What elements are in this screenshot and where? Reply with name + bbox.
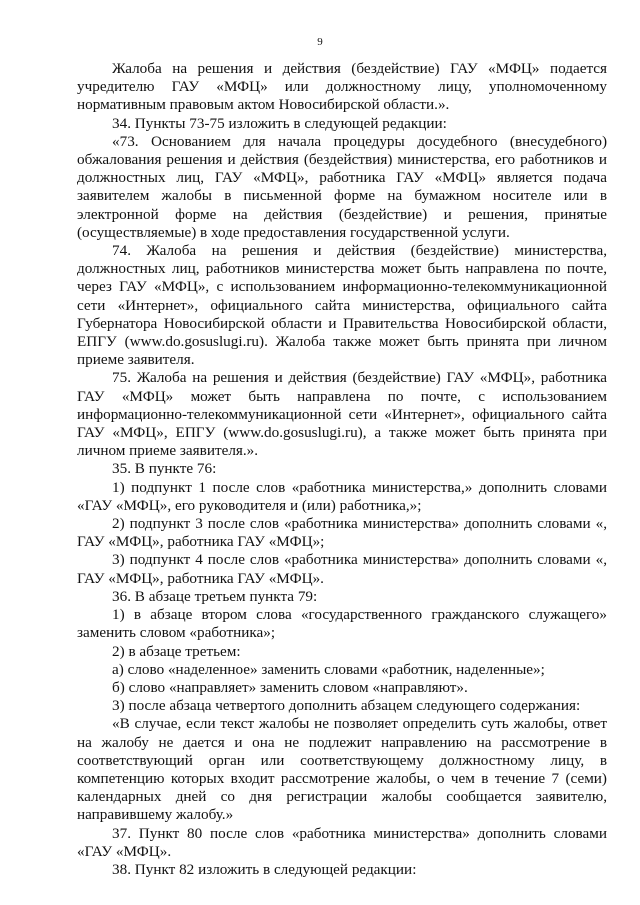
paragraph-item-36: 36. В абзаце третьем пункта 79: <box>112 587 318 605</box>
paragraph-item-36-sub-1: 1) в абзаце втором слова «государственного гражданского служащего» заменить словом «работника»; <box>77 606 607 642</box>
paragraph-item-36-sub-2b: б) слово «направляет» заменить словом «направляют». <box>112 678 468 696</box>
paragraph-item-37: 37. Пункт 80 после слов «работника министерства» дополнить словами «ГАУ «МФЦ». <box>77 824 607 860</box>
paragraph-item-36-sub-2: 2) в абзаце третьем: <box>112 642 241 660</box>
paragraph-item-35-sub-3: 3) подпункт 4 после слов «работника министерства» дополнить словами «, ГАУ «МФЦ», работника ГАУ «МФЦ». <box>77 551 607 587</box>
paragraph-point-75: 75. Жалоба на решения и действия (бездействие) ГАУ «МФЦ», работника ГАУ «МФЦ» может быть направлена по почте, с использованием информационно-телекоммуникационной сети «Интернет», официального сайта ГАУ «МФЦ», ЕПГУ (www.do.gosuslugi.ru), а также может быть принята при личном приеме заявителя.». <box>77 369 607 460</box>
document-body <box>77 60 607 879</box>
paragraph-complaint-mfc-founder: Жалоба на решения и действия (бездействие) ГАУ «МФЦ» подается учредителю ГАУ «МФЦ» или должностному лицу, уполномоченному нормативным правовым актом Новосибирской области.». <box>77 60 607 114</box>
paragraph-point-74: 74. Жалоба на решения и действия (бездействие) министерства, должностных лиц, работников министерства может быть направлена по почте, через ГАУ «МФЦ», с использованием информационно-телекоммуникационной сети «Интернет», официального сайта министерства, официального сайта Губернатора Новосибирской области и Правительства Новосибирской области, ЕПГУ (www.do.gosuslugi.ru). Жалоба также может быть принята при личном приеме заявителя. <box>77 242 607 369</box>
paragraph-item-36-sub-2a: а) слово «наделенное» заменить словами «работник, наделенные»; <box>112 660 545 678</box>
paragraph-point-73: «73. Основанием для начала процедуры досудебного (внесудебного) обжалования решения и действия (бездействия) министерства, его работников и должностных лиц, ГАУ «МФЦ», работника ГАУ «МФЦ» является подача заявителем жалобы в письменной форме на бумажном носителе или в электронной форме на действия (бездействие) и решения, принятые (осуществляемые) в ходе предоставления государственной услуги. <box>77 132 607 241</box>
paragraph-item-38: 38. Пункт 82 изложить в следующей редакции: <box>112 860 417 878</box>
paragraph-new-abzac-text: «В случае, если текст жалобы не позволяет определить суть жалобы, ответ на жалобу не дается и она не подлежит направлению на рассмотрение в соответствующий орган или соответствующему должностному лицу, в компетенцию которых входит рассмотрение жалобы, о чем в течение 7 (семи) календарных дней со дня регистрации жалобы сообщается заявителю, направившему жалобу.» <box>77 715 607 824</box>
paragraph-item-35-sub-1: 1) подпункт 1 после слов «работника министерства,» дополнить словами «ГАУ «МФЦ», его руководителя и (или) работника,»; <box>77 478 607 514</box>
paragraph-item-36-sub-3: 3) после абзаца четвертого дополнить абзацем следующего содержания: <box>112 697 581 715</box>
page-number: 9 <box>317 36 323 48</box>
paragraph-item-35-sub-2: 2) подпункт 3 после слов «работника министерства» дополнить словами «, ГАУ «МФЦ», работника ГАУ «МФЦ»; <box>77 515 607 551</box>
paragraph-item-35: 35. В пункте 76: <box>112 460 217 478</box>
paragraph-item-34: 34. Пункты 73-75 изложить в следующей редакции: <box>112 114 447 132</box>
